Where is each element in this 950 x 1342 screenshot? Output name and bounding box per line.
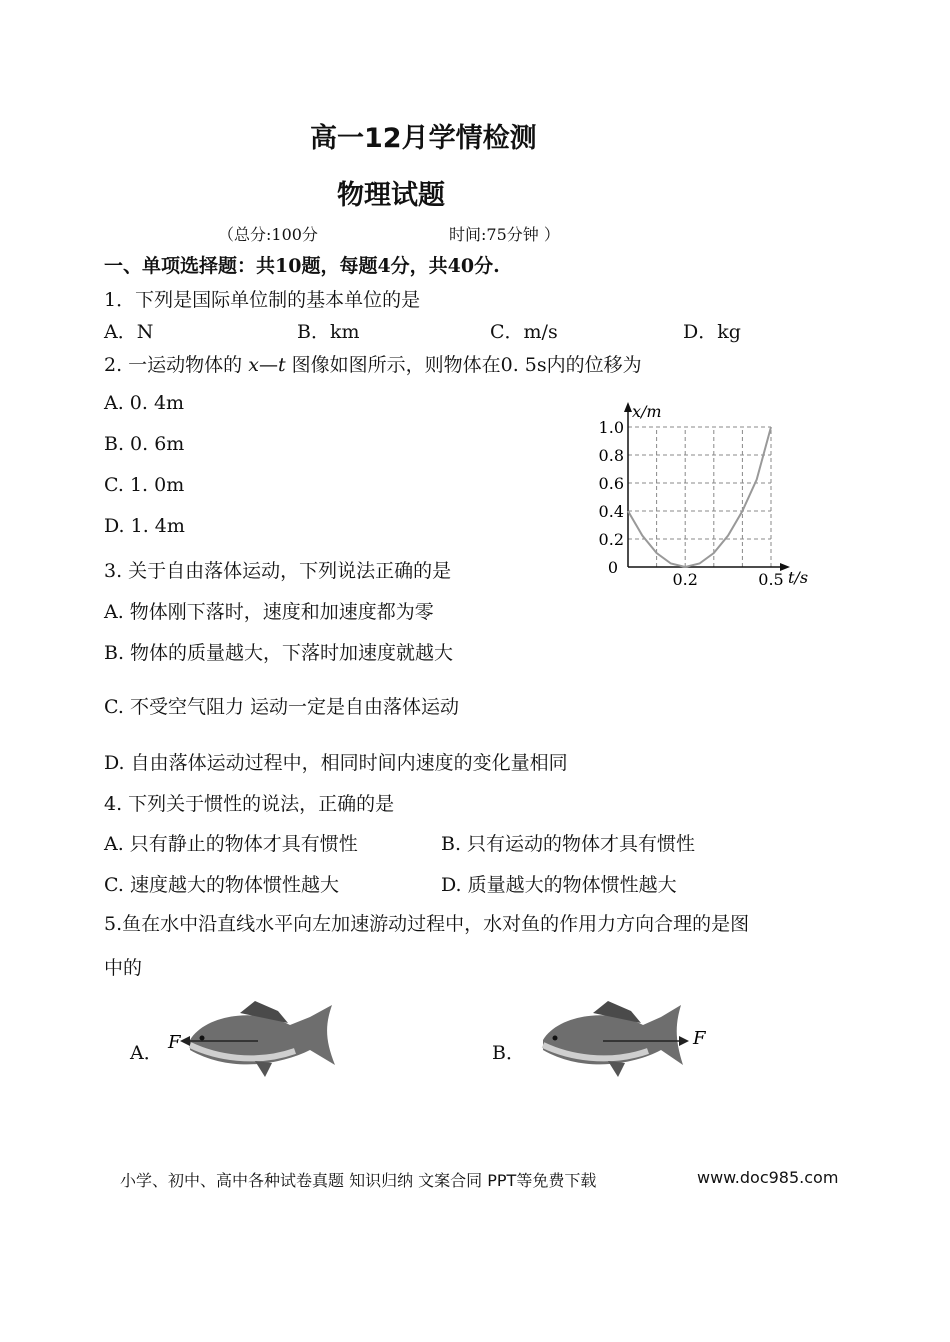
- question-1-option-c: C．m/s: [490, 321, 558, 343]
- question-2-option-d: D. 1. 4m: [104, 515, 185, 537]
- question-5-option-a: A．: [130, 1042, 163, 1064]
- question-1-option-a: A．N: [104, 321, 154, 343]
- force-label-a: F: [168, 1032, 181, 1053]
- y-axis-label: x/m: [632, 402, 662, 421]
- x-axis-label: t/s: [788, 568, 809, 587]
- question-4-option-b: B. 只有运动的物体才具有惯性: [441, 833, 696, 855]
- footer-url[interactable]: www.doc985.com: [697, 1168, 839, 1187]
- fish-icon: [543, 1001, 683, 1077]
- question-3-option-b: B. 物体的质量越大，下落时加速度就越大: [104, 642, 454, 664]
- question-4-option-a: A. 只有静止的物体才具有惯性: [104, 833, 358, 855]
- question-5-stem-line1: 5.鱼在水中沿直线水平向左加速游动过程中，水对鱼的作用力方向合理的是图: [104, 913, 750, 935]
- question-2-stem-post: 图像如图所示，则物体在0. 5s内的位移为: [285, 354, 642, 376]
- section-heading: 一、单项选择题：共10题，每题4分，共40分.: [104, 255, 500, 277]
- question-2-x-var: x: [248, 354, 259, 376]
- fish-figure-a: [160, 995, 350, 1090]
- question-2-stem: [104, 350, 642, 377]
- question-3-option-a: A. 物体刚下落时，速度和加速度都为零: [104, 601, 434, 623]
- arrowhead-right-icon: [679, 1036, 689, 1046]
- xt-graph: [590, 400, 820, 595]
- question-1-option-b: B．km: [297, 321, 360, 343]
- page-subtitle: 物理试题: [337, 180, 445, 211]
- exam-time: 时间:75分钟 ）: [449, 225, 560, 244]
- fish-icon: [190, 1001, 335, 1077]
- question-2-dash: —: [258, 354, 278, 376]
- question-2-stem-pre: 2. 一运动物体的: [104, 354, 249, 376]
- x-tick-label: 0.2: [672, 570, 698, 589]
- y-axis-arrow-icon: [624, 402, 632, 412]
- y-tick-label: 0.2: [598, 530, 624, 549]
- question-2-option-a: A. 0. 4m: [104, 392, 185, 414]
- x-tick-label: 0.5: [758, 570, 784, 589]
- xt-curve: [628, 427, 771, 567]
- page-title: 高一12月学情检测: [310, 123, 537, 154]
- fish-figure-b: [533, 995, 723, 1090]
- arrowhead-left-icon: [180, 1036, 190, 1046]
- question-2-option-c: C. 1. 0m: [104, 474, 185, 496]
- question-3-stem: 3. 关于自由落体运动，下列说法正确的是: [104, 560, 452, 582]
- question-4-option-c: C. 速度越大的物体惯性越大: [104, 874, 339, 896]
- footer-text: 小学、初中、高中各种试卷真题 知识归纳 文案合同 PPT等免费下载: [120, 1171, 597, 1190]
- force-label-b: F: [693, 1028, 706, 1049]
- question-2-t-var: t: [277, 354, 286, 376]
- question-5-option-b: B．: [492, 1042, 525, 1064]
- question-4-stem: 4. 下列关于惯性的说法，正确的是: [104, 793, 395, 815]
- y-tick-label: 0.4: [598, 502, 624, 521]
- question-2-option-b: B. 0. 6m: [104, 433, 185, 455]
- y-tick-label: 0: [607, 558, 618, 577]
- y-tick-label: 0.6: [598, 474, 624, 493]
- question-1-option-d: D．kg: [683, 321, 741, 343]
- total-score: （总分:100分: [218, 225, 318, 244]
- question-3-option-d: D. 自由落体运动过程中，相同时间内速度的变化量相同: [104, 752, 568, 774]
- y-tick-label: 0.8: [598, 446, 624, 465]
- question-4-option-d: D. 质量越大的物体惯性越大: [441, 874, 677, 896]
- question-1-stem: 1．下列是国际单位制的基本单位的是: [104, 289, 421, 311]
- question-5-stem-line2: 中的: [104, 957, 143, 979]
- question-3-option-c: C. 不受空气阻力 运动一定是自由落体运动: [104, 696, 459, 718]
- y-tick-label: 1.0: [598, 418, 624, 437]
